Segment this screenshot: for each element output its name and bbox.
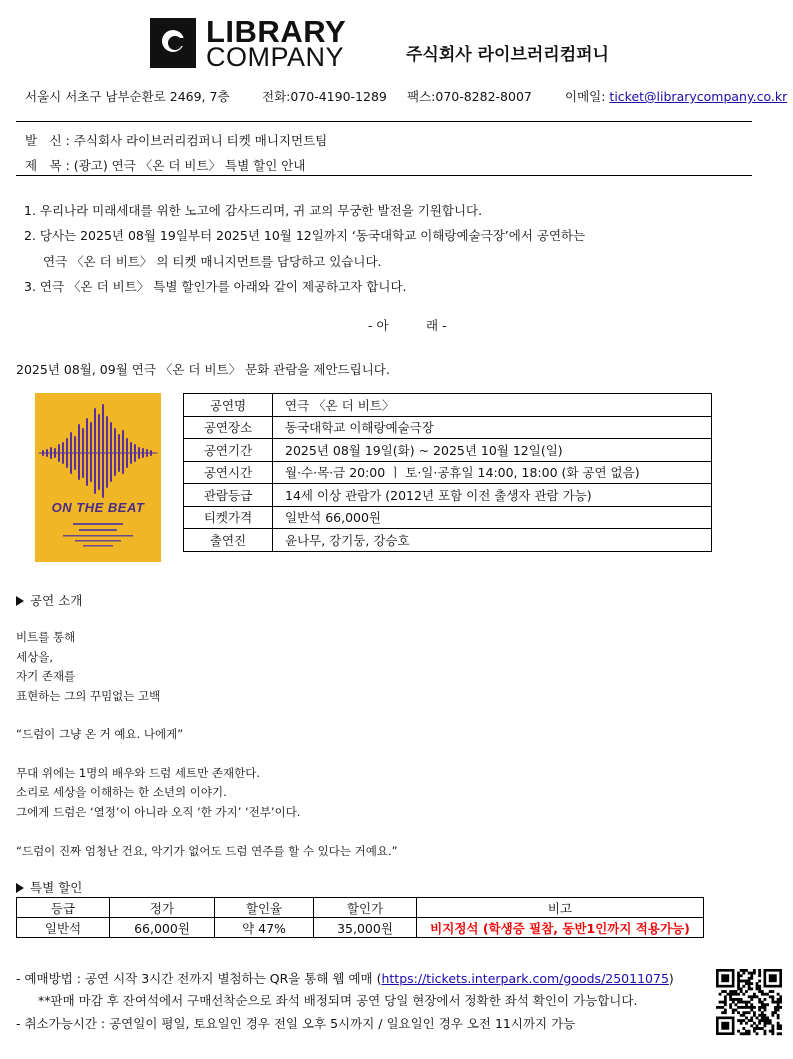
- email-link[interactable]: ticket@librarycompany.co.kr: [609, 89, 788, 104]
- intro-heading-text: 공연 소개: [30, 593, 83, 608]
- poster-title: ON THE BEAT: [51, 500, 145, 515]
- body-line-3: 3. 연극 〈온 더 비트〉 특별 할인가를 아래와 같이 제공하고자 합니다.: [24, 279, 407, 294]
- intro-heading: [16, 591, 82, 609]
- discount-heading-text: 특별 할인: [30, 880, 83, 895]
- poster-image: [35, 393, 161, 562]
- divider-bottom: [16, 175, 752, 176]
- discount-header-row: [17, 898, 704, 918]
- proposal-line: 2025년 08월, 09월 연극 〈온 더 비트〉 문화 관람을 제안드립니다.: [16, 362, 390, 377]
- company-fax: 팩스:070-8282-8007: [407, 89, 532, 104]
- booking-link[interactable]: https://tickets.interpark.com/goods/25011075: [381, 971, 669, 986]
- intro-line: 무대 위에는 1명의 배우와 드럼 세트만 존재한다.: [16, 766, 260, 780]
- discount-row: [17, 918, 704, 938]
- intro-line: 그에게 드럼은 ‘열정’이 아니라 오직 ‘한 가지’ ‘전부’이다.: [16, 805, 301, 819]
- cell-rate: 약 47%: [215, 918, 314, 938]
- intro-line: 자기 존재를: [16, 669, 76, 683]
- memo-subject: 제 목 : (광고) 연극 〈온 더 비트〉 특별 할인 안내: [25, 158, 306, 173]
- info-key: 공연명: [184, 394, 273, 417]
- info-value: 윤나무, 강기둥, 강승호: [273, 529, 712, 552]
- intro-line: 표현하는 그의 꾸밈없는 고백: [16, 689, 161, 703]
- company-email: [565, 87, 787, 105]
- body-line-2a: 2. 당사는 2025년 08월 19일부터 2025년 10월 12일까지 ‘동국대학교 이해랑예술극장’에서 공연하는: [24, 228, 586, 243]
- memo-sender: 발 신 : 주식회사 라이브러리컴퍼니 티켓 매니지먼트팀: [25, 133, 328, 148]
- intro-quote-1: “드럼이 그냥 온 거 예요. 나에게”: [16, 727, 184, 741]
- cell-note: 비지정석 (학생증 필참, 동반1인까지 적용가능): [417, 918, 704, 938]
- performance-info-table: [183, 393, 712, 552]
- booking-prefix: - 예매방법 : 공연 시작 3시간 전까지 별첨하는 QR을 통해 웹 예매 (: [16, 971, 382, 986]
- info-row: [184, 529, 712, 552]
- below-heading: - 아 래 -: [368, 318, 447, 333]
- col-price: 정가: [110, 898, 215, 918]
- company-phone: 전화:070-4190-1289: [262, 89, 387, 104]
- info-row: [184, 394, 712, 417]
- col-note: 비고: [417, 898, 704, 918]
- divider-top: [16, 121, 752, 122]
- company-address: 서울시 서초구 남부순환로 2469, 7층: [25, 89, 230, 104]
- triangle-bullet-icon: [16, 596, 24, 606]
- col-grade: 등급: [17, 898, 110, 918]
- info-row: [184, 416, 712, 439]
- intro-line: 세상을,: [16, 650, 53, 664]
- info-value: 2025년 08월 19일(화) ~ 2025년 10월 12일(일): [273, 439, 712, 462]
- body-line-1: 1. 우리나라 미래세대를 위한 노고에 감사드리며, 귀 교의 무궁한 발전을 기원합니다.: [24, 203, 483, 218]
- info-row: [184, 461, 712, 484]
- info-value: 14세 이상 관람가 (2012년 포함 이전 출생자 관람 가능): [273, 484, 712, 507]
- info-value: 일반석 66,000원: [273, 506, 712, 529]
- booking-method: [16, 969, 674, 987]
- info-row: [184, 439, 712, 462]
- info-key: 출연진: [184, 529, 273, 552]
- info-row: [184, 484, 712, 507]
- booking-suffix: ): [668, 971, 674, 986]
- col-discount-price: 할인가: [314, 898, 417, 918]
- logo-text-company: COMPANY: [206, 42, 345, 72]
- discount-heading: [16, 878, 82, 896]
- info-value: 월·수·목·금 20:00 ㅣ 토·일·공휴일 14:00, 18:00 (화 공연 없음): [273, 461, 712, 484]
- company-logo-icon: [150, 18, 196, 68]
- cell-grade: 일반석: [17, 918, 110, 938]
- sound-wave-graphic: [35, 393, 161, 562]
- cancel-policy: - 취소가능시간 : 공연일이 평일, 토요일인 경우 전일 오후 5시까지 / 일요일인 경우 오전 11시까지 가능: [16, 1016, 576, 1031]
- info-row: [184, 506, 712, 529]
- email-label: 이메일:: [565, 89, 610, 104]
- info-value: 동국대학교 이해랑예술극장: [273, 416, 712, 439]
- body-line-2b: 연극 〈온 더 비트〉 의 티켓 매니지먼트를 담당하고 있습니다.: [43, 254, 382, 269]
- cell-price: 66,000원: [110, 918, 215, 938]
- qr-code-icon[interactable]: [716, 958, 782, 1046]
- col-rate: 할인율: [215, 898, 314, 918]
- cell-discount-price: 35,000원: [314, 918, 417, 938]
- discount-table: [16, 897, 704, 938]
- intro-line: 소리로 세상을 이해하는 한 소년의 이야기.: [16, 785, 227, 799]
- info-key: 공연기간: [184, 439, 273, 462]
- logo-text-library: LIBRARY: [206, 14, 347, 49]
- info-key: 관람등급: [184, 484, 273, 507]
- info-key: 공연장소: [184, 416, 273, 439]
- intro-line: 비트를 통해: [16, 630, 76, 644]
- info-key: 티켓가격: [184, 506, 273, 529]
- triangle-bullet-icon: [16, 883, 24, 893]
- intro-quote-2: “드럼이 진짜 엄청난 건요, 악기가 없어도 드럼 연주를 할 수 있다는 거예요.”: [16, 844, 398, 858]
- info-value: 연극 〈온 더 비트〉: [273, 394, 712, 417]
- info-key: 공연시간: [184, 461, 273, 484]
- booking-note: **판매 마감 후 잔여석에서 구매선착순으로 좌석 배정되며 공연 당일 현장에서 정확한 좌석 확인이 가능합니다.: [38, 993, 638, 1008]
- company-name: 주식회사 라이브러리컴퍼니: [406, 45, 609, 65]
